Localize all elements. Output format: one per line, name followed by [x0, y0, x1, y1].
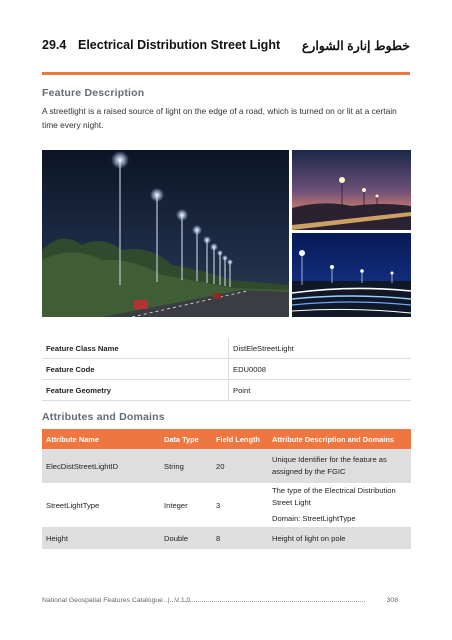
table-row: [42, 380, 411, 401]
attribute-domain: Domain: StreetLightType: [272, 514, 356, 523]
highway-streetlights-photo: [42, 150, 289, 317]
feature-class-name-label: Feature Class Name: [42, 338, 229, 359]
section-title-arabic: خطوط إنارة الشوارع: [301, 39, 410, 53]
table-row: [42, 359, 411, 380]
page-footer: [42, 597, 410, 604]
attribute-name: Height: [42, 527, 160, 549]
table-row: [42, 527, 411, 549]
section-title: Electrical Distribution Street Light: [78, 38, 281, 52]
header-divider: [42, 72, 410, 75]
attribute-description: Height of light on pole: [268, 527, 411, 549]
table-row: [42, 338, 411, 359]
feature-info-table: [42, 338, 411, 401]
feature-code-value: EDU0008: [229, 359, 412, 380]
page-number: 308: [386, 597, 398, 604]
section-number: 29.4: [42, 38, 67, 52]
catalogue-name: National Geospatial Features Catalogue: [42, 597, 163, 604]
table-row: [42, 449, 411, 483]
attribute-name: StreetLightType: [42, 483, 160, 527]
attribute-length: 20: [212, 449, 268, 483]
column-header: Field Length: [212, 429, 268, 449]
feature-description-text: A streetlight is a raised source of light on the edge of a road, which is turned on or lit at a certain time every night.: [42, 106, 397, 130]
feature-geometry-value: Point: [229, 380, 412, 401]
section-header: [42, 38, 410, 60]
footer-separator: |: [167, 597, 170, 604]
dusk-streetlight-photo: [292, 150, 411, 230]
attribute-type: Double: [160, 527, 212, 549]
column-header: Data Type: [160, 429, 212, 449]
table-header-row: [42, 429, 411, 449]
table-row: [42, 483, 411, 527]
attribute-name: ElecDistStreetLightID: [42, 449, 160, 483]
feature-geometry-label: Feature Geometry: [42, 380, 229, 401]
attribute-length: 3: [212, 483, 268, 527]
attributes-heading: Attributes and Domains: [42, 411, 165, 423]
feature-description-heading: Feature Description: [42, 87, 145, 99]
streetlight-photos: [42, 150, 411, 317]
feature-class-name-value: DistEleStreetLight: [229, 338, 412, 359]
attribute-description: The type of the Electrical Distribution Street Light: [272, 486, 396, 507]
column-header: Attribute Description and Domains: [268, 429, 411, 449]
feature-code-label: Feature Code: [42, 359, 229, 380]
attribute-description: Unique Identifier for the feature as assigned by the FGIC: [268, 449, 411, 483]
column-header: Attribute Name: [42, 429, 160, 449]
attribute-description-cell: [268, 483, 411, 527]
footer-dot-leader: [164, 601, 365, 602]
attribute-length: 8: [212, 527, 268, 549]
catalogue-version: V 1.0: [174, 597, 191, 604]
attributes-table: [42, 429, 411, 549]
attribute-type: Integer: [160, 483, 212, 527]
night-road-streetlight-photo: [292, 233, 411, 317]
attribute-type: String: [160, 449, 212, 483]
